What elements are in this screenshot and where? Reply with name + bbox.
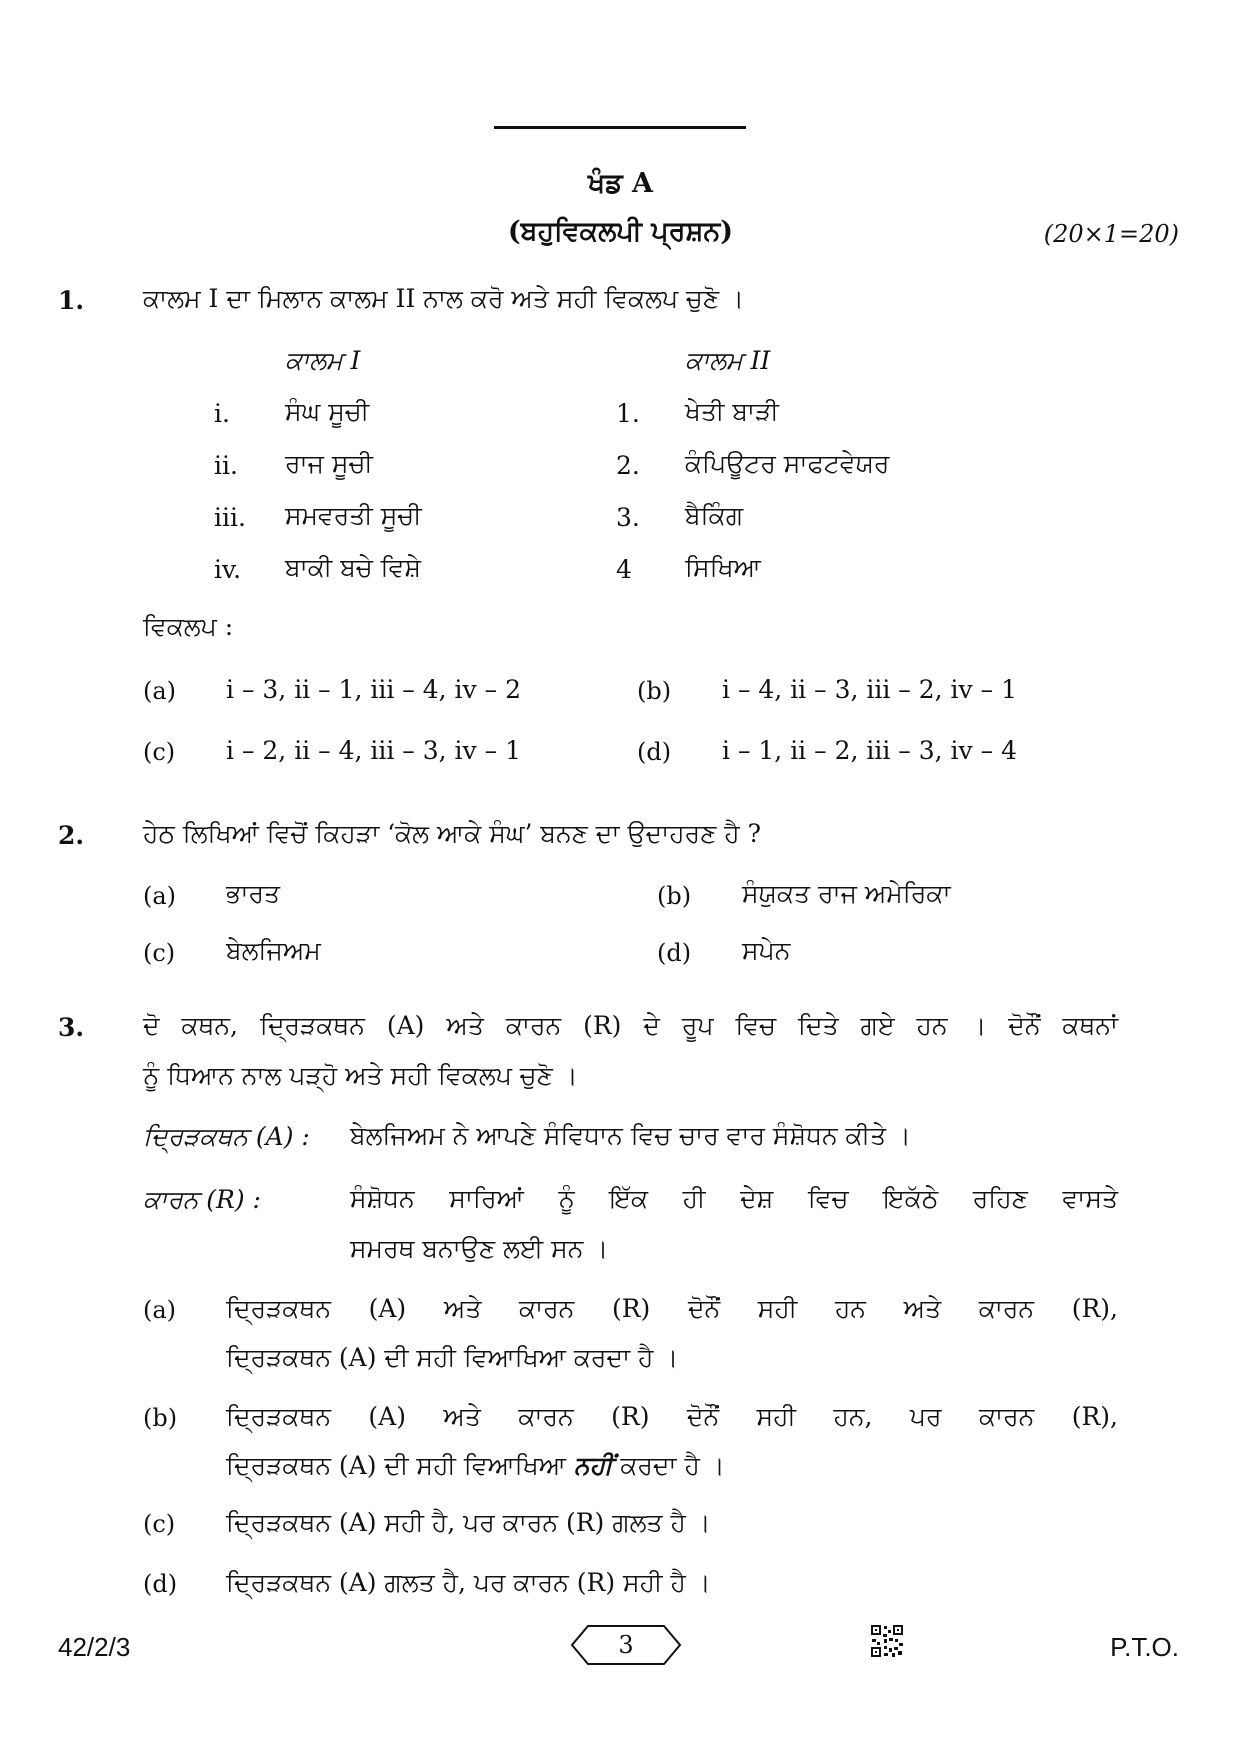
page-number-badge xyxy=(570,1624,682,1666)
q3-option-b-line2-start: ਦ੍ਰਿੜਕਥਨ (A) ਦੀ ਸਹੀ ਵਿਆਖਿਆ xyxy=(226,1451,566,1480)
page-number: 3 xyxy=(618,1631,634,1659)
q1-col2-num: 4 xyxy=(616,555,632,584)
q1-text: ਕਾਲਮ I ਦਾ ਮਿਲਾਨ ਕਾਲਮ II ਨਾਲ ਕਰੋ ਅਤੇ ਸਹੀ ਵਿਕਲਪ ਚੁਣੋ । xyxy=(143,284,744,313)
q3-option-a-line1: ਦ੍ਰਿੜਕਥਨ (A) ਅਤੇ ਕਾਰਨ (R) ਦੋਨੌਂ ਸਹੀ ਹਨ ਅਤੇ ਕਾਰਨ (R), xyxy=(226,1294,1118,1323)
q3-option-b-label: (b) xyxy=(143,1404,178,1432)
section-marks: (20×1=20) xyxy=(1043,220,1179,248)
q1-col1-item: ਬਾਕੀ ਬਚੇ ਵਿਸ਼ੇ xyxy=(285,553,422,582)
q3-option-b-line2-end: ਕਰਦਾ ਹੈ । xyxy=(620,1451,725,1480)
pto-label: P.T.O. xyxy=(1110,1632,1179,1662)
q3-option-d: ਦ੍ਰਿੜਕਥਨ (A) ਗਲਤ ਹੈ, ਪਰ ਕਾਰਨ (R) ਸਹੀ ਹੈ । xyxy=(226,1568,711,1597)
q1-col1-item: ਸੰਘ ਸੂਚੀ xyxy=(285,397,370,426)
q3-option-b-emphasis: ਨਹੀਂ xyxy=(573,1451,613,1480)
q3-option-a-label: (a) xyxy=(143,1296,177,1324)
q1-number: 1. xyxy=(58,286,85,315)
q1-col1-head: ਕਾਲਮ I xyxy=(285,346,361,375)
q1-option-a-label: (a) xyxy=(143,677,177,705)
q1-col2-item: ਬੈਕਿੰਗ xyxy=(685,501,744,530)
q1-option-d: i – 1, ii – 2, iii – 3, iv – 4 xyxy=(722,736,1017,765)
q1-col2-item: ਖੇਤੀ ਬਾੜੀ xyxy=(685,397,779,426)
q2-option-c: ਬੇਲਜਿਅਮ xyxy=(226,936,321,965)
q3-option-d-label: (d) xyxy=(143,1570,178,1598)
q3-text-line2: ਨੂੰ ਧਿਆਨ ਨਾਲ ਪੜ੍ਹੋ ਅਤੇ ਸਹੀ ਵਿਕਲਪ ਚੁਣੋ । xyxy=(143,1061,578,1090)
q2-option-b-label: (b) xyxy=(657,882,692,910)
q1-option-b: i – 4, ii – 3, iii – 2, iv – 1 xyxy=(722,675,1017,704)
q2-option-d: ਸਪੇਨ xyxy=(742,936,791,965)
q1-col1-num: iv. xyxy=(214,555,242,584)
q3-text-line1: ਦੋ ਕਥਨ, ਦ੍ਰਿੜਕਥਨ (A) ਅਤੇ ਕਾਰਨ (R) ਦੇ ਰੂਪ ਵਿਚ ਦਿਤੇ ਗਏ ਹਨ । ਦੋਨੌਂ ਕਥਨਾਂ xyxy=(143,1011,1118,1040)
q3-option-c-label: (c) xyxy=(143,1510,176,1538)
q1-option-d-label: (d) xyxy=(637,738,672,766)
q1-col1-item: ਸਮਵਰਤੀ ਸੂਚੀ xyxy=(285,501,422,530)
q3-reason-line1: ਸੰਸ਼ੋਧਨ ਸਾਰਿਆਂ ਨੂੰ ਇੱਕ ਹੀ ਦੇਸ਼ ਵਿਚ ਇਕੱਠੇ ਰਹਿਣ ਵਾਸਤੇ xyxy=(350,1184,1118,1213)
q2-text: ਹੇਠ ਲਿਖਿਆਂ ਵਿਚੋਂ ਕਿਹੜਾ ‘ਕੋਲ ਆਕੇ ਸੰਘ’ ਬਨਣ ਦਾ ਉਦਾਹਰਣ ਹੈ ? xyxy=(143,819,761,848)
q3-reason-line2: ਸਮਰਥ ਬਨਾਉਣ ਲਈ ਸਨ । xyxy=(350,1234,609,1263)
q1-col2-num: 3. xyxy=(616,503,640,532)
q3-option-b-line2 xyxy=(226,1451,725,1481)
top-rule xyxy=(494,126,746,129)
q3-reason-label: ਕਾਰਨ (R) : xyxy=(143,1185,261,1214)
q1-option-c: i – 2, ii – 4, iii – 3, iv – 1 xyxy=(226,736,521,765)
q2-option-b: ਸੰਯੁਕਤ ਰਾਜ ਅਮੇਰਿਕਾ xyxy=(742,879,951,908)
q1-col2-head: ਕਾਲਮ II xyxy=(685,346,771,375)
q2-option-a-label: (a) xyxy=(143,882,177,910)
q3-assertion: ਬੇਲਜਿਅਮ ਨੇ ਆਪਣੇ ਸੰਵਿਧਾਨ ਵਿਚ ਚਾਰ ਵਾਰ ਸੰਸ਼ੋਧਨ ਕੀਤੇ । xyxy=(350,1121,911,1150)
q1-col1-num: iii. xyxy=(214,503,246,532)
qr-code-icon xyxy=(870,1624,904,1658)
q1-option-a: i – 3, ii – 1, iii – 4, iv – 2 xyxy=(226,675,521,704)
section-title: ਖੰਡ A xyxy=(587,168,654,199)
q1-col2-num: 2. xyxy=(616,451,640,480)
q3-number: 3. xyxy=(58,1013,85,1042)
q1-col2-item: ਸਿਖਿਆ xyxy=(685,553,761,582)
q1-option-b-label: (b) xyxy=(637,677,672,705)
q1-col1-num: i. xyxy=(214,399,230,428)
q1-option-c-label: (c) xyxy=(143,738,176,766)
q3-option-a-line2: ਦ੍ਰਿੜਕਥਨ (A) ਦੀ ਸਹੀ ਵਿਆਖਿਆ ਕਰਦਾ ਹੈ । xyxy=(226,1343,679,1372)
q3-option-c: ਦ੍ਰਿੜਕਥਨ (A) ਸਹੀ ਹੈ, ਪਰ ਕਾਰਨ (R) ਗਲਤ ਹੈ । xyxy=(226,1508,711,1537)
q2-number: 2. xyxy=(58,821,85,850)
q1-col1-num: ii. xyxy=(214,451,238,480)
q3-assertion-label: ਦ੍ਰਿੜਕਥਨ (A) : xyxy=(143,1122,310,1151)
q1-col2-num: 1. xyxy=(616,399,640,428)
q1-options-label: ਵਿਕਲਪ : xyxy=(143,612,234,641)
q1-col2-item: ਕੰਪਿਊਟਰ ਸਾਫਟਵੇਯਰ xyxy=(685,449,890,478)
q3-option-b-line1: ਦ੍ਰਿੜਕਥਨ (A) ਅਤੇ ਕਾਰਨ (R) ਦੋਨੌਂ ਸਹੀ ਹਨ, ਪਰ ਕਾਰਨ (R), xyxy=(226,1402,1118,1431)
section-subtitle: (ਬਹੁਵਿਕਲਪੀ ਪ੍ਰਸ਼ਨ) xyxy=(507,216,734,247)
paper-code: 42/2/3 xyxy=(58,1632,131,1662)
q2-option-d-label: (d) xyxy=(657,939,692,967)
q2-option-a: ਭਾਰਤ xyxy=(226,879,280,908)
q1-col1-item: ਰਾਜ ਸੂਚੀ xyxy=(285,449,373,478)
q2-option-c-label: (c) xyxy=(143,939,176,967)
